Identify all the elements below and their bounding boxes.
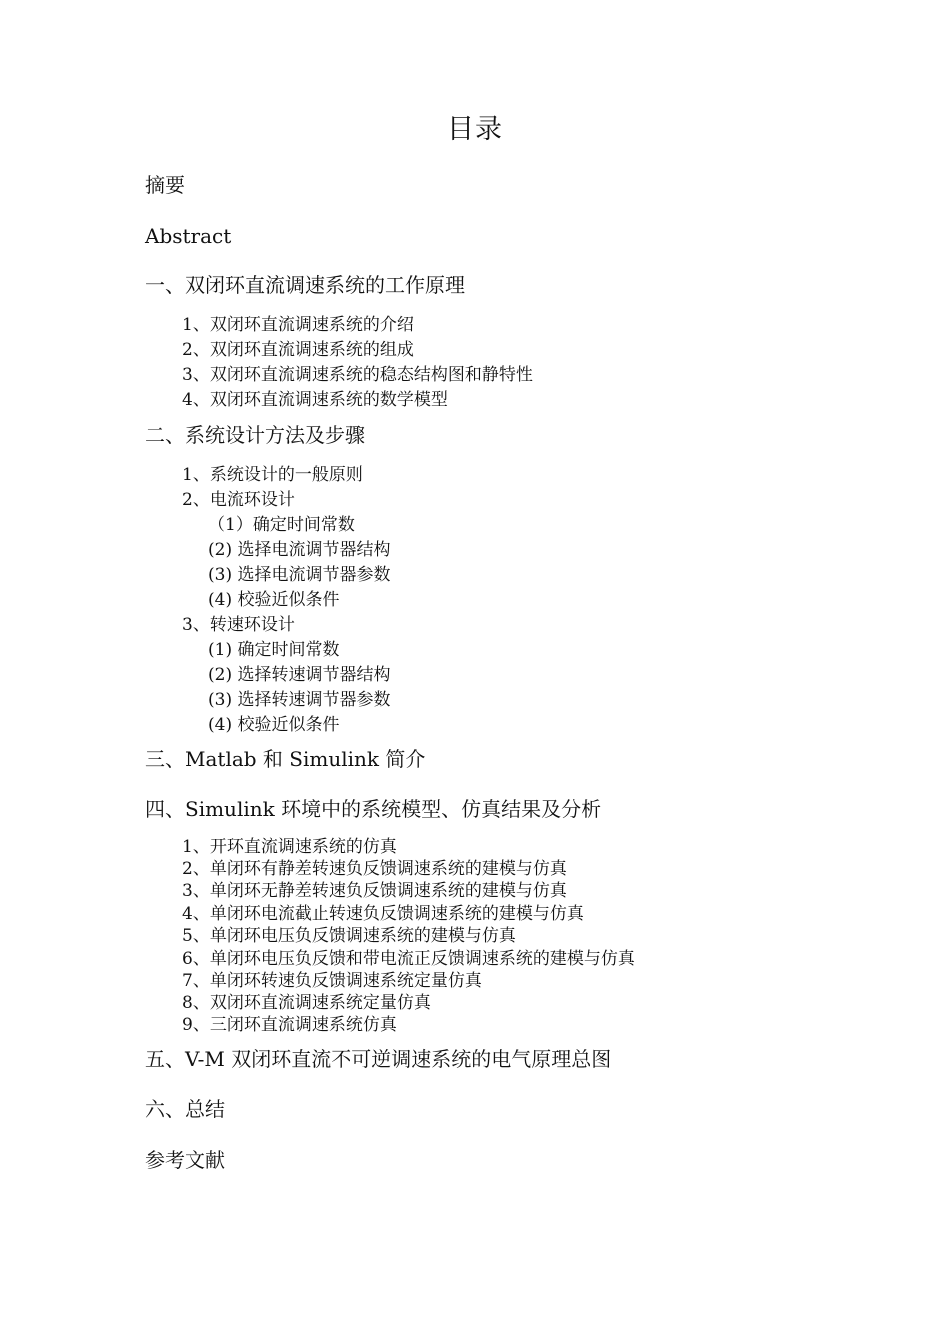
toc-subsection-2-2-2: (2) 选择电流调节器结构 [208,540,391,560]
page-title: 目录 [447,114,503,145]
toc-section-1-2: 2、双闭环直流调速系统的组成 [182,340,414,360]
toc-section-4-7: 7、单闭环转速负反馈调速系统定量仿真 [182,971,482,991]
toc-section-4-1: 1、开环直流调速系统的仿真 [182,837,397,857]
toc-chapter-2: 二、系统设计方法及步骤 [145,423,365,447]
toc-subsection-2-2-3: (3) 选择电流调节器参数 [208,565,391,585]
toc-entry-abstract-cn: 摘要 [145,173,185,197]
toc-section-4-5: 5、单闭环电压负反馈调速系统的建模与仿真 [182,926,516,946]
toc-section-4-8: 8、双闭环直流调速系统定量仿真 [182,993,431,1013]
toc-chapter-1: 一、双闭环直流调速系统的工作原理 [145,273,465,297]
toc-section-1-1: 1、双闭环直流调速系统的介绍 [182,315,414,335]
toc-subsection-2-2-1: （1）确定时间常数 [208,515,355,535]
toc-section-1-3: 3、双闭环直流调速系统的稳态结构图和静特性 [182,365,533,385]
toc-section-4-9: 9、三闭环直流调速系统仿真 [182,1015,397,1035]
toc-chapter-4: 四、Simulink 环境中的系统模型、仿真结果及分析 [145,797,602,821]
toc-subsection-2-2-4: (4) 校验近似条件 [208,590,340,610]
toc-section-1-4: 4、双闭环直流调速系统的数学模型 [182,390,448,410]
toc-section-4-3: 3、单闭环无静差转速负反馈调速系统的建模与仿真 [182,881,567,901]
toc-section-4-2: 2、单闭环有静差转速负反馈调速系统的建模与仿真 [182,859,567,879]
toc-section-4-4: 4、单闭环电流截止转速负反馈调速系统的建模与仿真 [182,904,584,924]
toc-section-2-2: 2、电流环设计 [182,490,295,510]
toc-subsection-2-3-1: (1) 确定时间常数 [208,640,340,660]
toc-subsection-2-3-4: (4) 校验近似条件 [208,715,340,735]
toc-section-4-6: 6、单闭环电压负反馈和带电流正反馈调速系统的建模与仿真 [182,949,635,969]
toc-subsection-2-3-3: (3) 选择转速调节器参数 [208,690,391,710]
toc-chapter-3: 三、Matlab 和 Simulink 简介 [145,747,426,771]
toc-section-2-1: 1、系统设计的一般原则 [182,465,363,485]
toc-references: 参考文献 [145,1148,225,1172]
toc-chapter-5: 五、V-M 双闭环直流不可逆调速系统的电气原理总图 [145,1047,612,1071]
toc-section-2-3: 3、转速环设计 [182,615,295,635]
toc-chapter-6: 六、总结 [145,1097,225,1121]
toc-subsection-2-3-2: (2) 选择转速调节器结构 [208,665,391,685]
toc-entry-abstract-en: Abstract [145,224,232,248]
